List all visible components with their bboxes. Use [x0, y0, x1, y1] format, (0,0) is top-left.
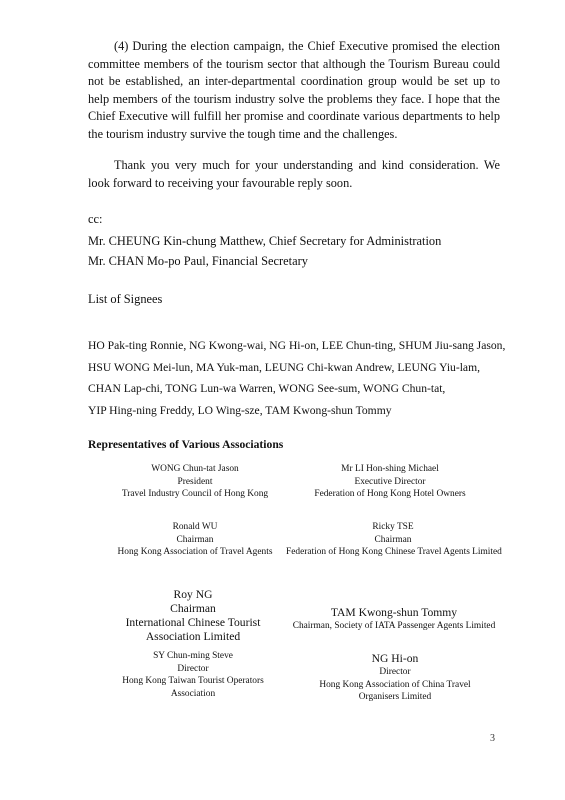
representative-org: Hong Kong Association of China Travel Organisers Limited — [319, 679, 471, 702]
representative-title: Chairman — [374, 534, 412, 545]
paragraph-thanks-text: Thank you very much for your understanding and kind consideration. We look forward to receiving your favourable reply soon. — [88, 158, 500, 190]
representative-block — [286, 521, 500, 559]
representative-name: TAM Kwong-shun Tommy — [330, 606, 458, 619]
representative-name: Roy NG — [173, 588, 213, 601]
representative-org: Hong Kong Taiwan Tourist Operators Association — [122, 676, 264, 699]
representative-name: Ronald WU — [172, 522, 218, 532]
representative-block — [105, 521, 285, 559]
representative-block — [113, 588, 273, 644]
representative-block — [303, 651, 487, 704]
representative-org: International Chinese Tourist Association Limited — [125, 616, 261, 643]
cc-recipient: Mr. CHEUNG Kin-chung Matthew, Chief Secretary for Administration — [88, 234, 442, 248]
cc-label: cc: — [88, 212, 103, 226]
representative-title: Chairman — [170, 602, 216, 615]
representatives-heading: Representatives of Various Associations — [88, 438, 284, 451]
representative-title: Chairman, Society of IATA Passenger Agents Limited — [292, 621, 496, 631]
representative-block — [110, 463, 280, 501]
signees-line: YIP Hing-ning Freddy, LO Wing-sze, TAM Kwong-shun Tommy — [88, 404, 392, 417]
representative-title: Director — [379, 667, 411, 677]
paragraph-thanks — [88, 157, 500, 192]
representative-org: Federation of Hong Kong Hotel Owners — [314, 489, 466, 499]
representative-name: NG Hi-on — [371, 652, 419, 665]
representative-name: Mr LI Hon-shing Michael — [341, 464, 439, 474]
representative-title: Director — [177, 663, 209, 674]
representative-name: WONG Chun-tat Jason — [151, 464, 239, 474]
representative-title: Chairman — [176, 534, 214, 545]
signees-line: HSU WONG Mei-lun, MA Yuk-man, LEUNG Chi-kwan Andrew, LEUNG Yiu-lam, — [88, 361, 480, 374]
representative-block — [110, 650, 276, 700]
signees-title: List of Signees — [88, 292, 163, 306]
representative-title: Executive Director — [354, 476, 426, 487]
representative-org: Travel Industry Council of Hong Kong — [121, 489, 269, 499]
paragraph-point-4-text: (4) During the election campaign, the Chief Executive promised the election committee members of the tourism sector that although the Tourism Bureau could not be established, an inter-departmental coordination group would be set up to help members of the tourism industry solve the problems they face. I hope that the Chief Executive will fulfill her promise and coordinate various departments to help the tourism industry survive the tough time and the challenges. — [88, 39, 500, 141]
paragraph-point-4 — [88, 38, 500, 143]
representative-org: Hong Kong Association of Travel Agents — [117, 547, 273, 557]
representative-name: Ricky TSE — [372, 522, 414, 532]
representative-block — [288, 606, 500, 633]
signees-line: HO Pak-ting Ronnie, NG Kwong-wai, NG Hi-on, LEE Chun-ting, SHUM Jiu-sang Jason, — [88, 339, 506, 352]
cc-recipient: Mr. CHAN Mo-po Paul, Financial Secretary — [88, 254, 308, 268]
signees-line: CHAN Lap-chi, TONG Lun-wa Warren, WONG See-sum, WONG Chun-tat, — [88, 382, 446, 395]
representative-block — [300, 463, 480, 501]
representative-name: SY Chun-ming Steve — [153, 651, 233, 661]
representative-org: Federation of Hong Kong Chinese Travel Agents Limited — [286, 547, 502, 557]
representative-title: President — [177, 476, 213, 487]
page-number: 3 — [490, 733, 495, 744]
